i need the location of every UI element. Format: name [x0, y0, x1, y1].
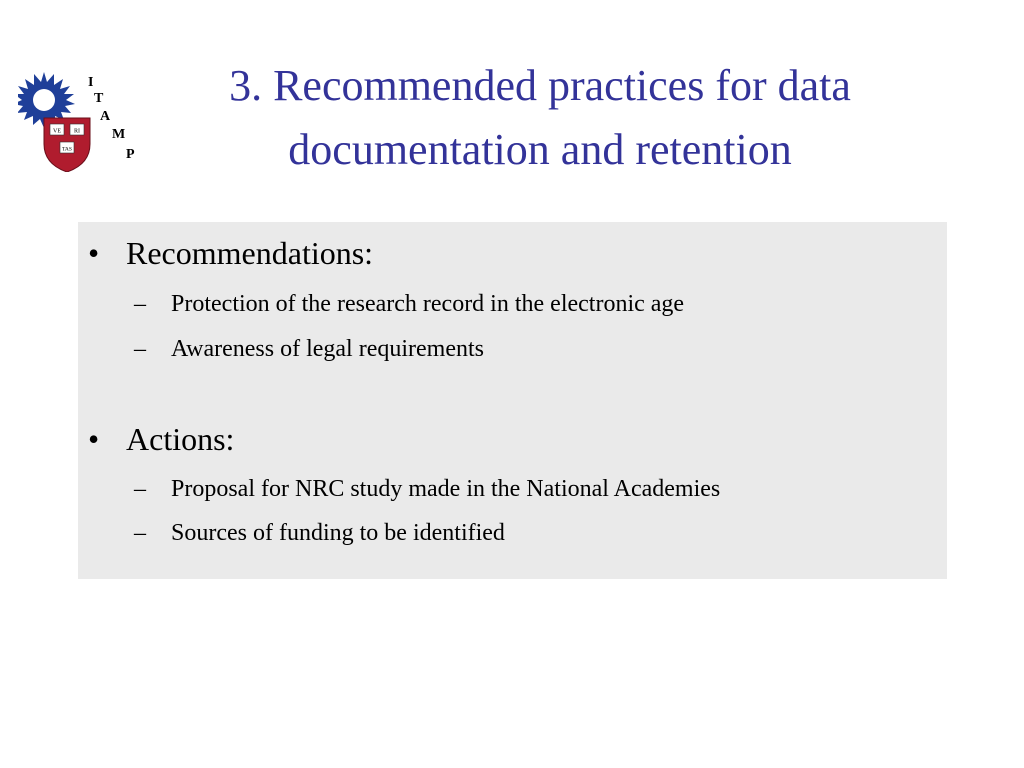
dash-marker: –	[134, 476, 146, 502]
bullet-marker: •	[88, 235, 100, 271]
section-heading-actions	[88, 421, 234, 457]
shield-book-2: RI	[74, 128, 80, 135]
logo-letter-a: A	[100, 109, 111, 124]
section-heading-text: Recommendations:	[126, 235, 374, 271]
dash-marker: –	[134, 291, 146, 317]
shield-book-3: TAS	[62, 146, 72, 153]
shield-book-1: VE	[53, 128, 61, 135]
list-item-text: Awareness of legal requirements	[171, 336, 485, 362]
list-item-text: Proposal for NRC study made in the National Academies	[171, 476, 721, 502]
section-heading-text: Actions:	[126, 421, 235, 457]
list-item	[134, 475, 720, 503]
dash-marker: –	[134, 336, 146, 362]
dash-marker: –	[134, 520, 146, 546]
section-heading-recommendations	[88, 235, 373, 271]
logo-letter-i: I	[88, 75, 94, 90]
itamp-logo	[18, 72, 144, 172]
bullet-marker: •	[88, 421, 100, 457]
veritas-shield-icon	[44, 118, 90, 172]
list-item	[134, 290, 684, 318]
slide-title	[130, 54, 950, 182]
logo-letter-t: T	[94, 91, 104, 106]
content-box	[78, 222, 947, 579]
list-item-text: Protection of the research record in the electronic age	[171, 291, 685, 317]
list-item	[134, 519, 505, 547]
list-item	[134, 335, 484, 363]
slide-title-line-2: documentation and retention	[288, 125, 792, 174]
slide-title-line-1: 3. Recommended practices for data	[229, 61, 851, 110]
logo-letter-m: M	[112, 127, 126, 142]
list-item-text: Sources of funding to be identified	[171, 520, 505, 546]
logo-letter-p: P	[126, 147, 135, 162]
